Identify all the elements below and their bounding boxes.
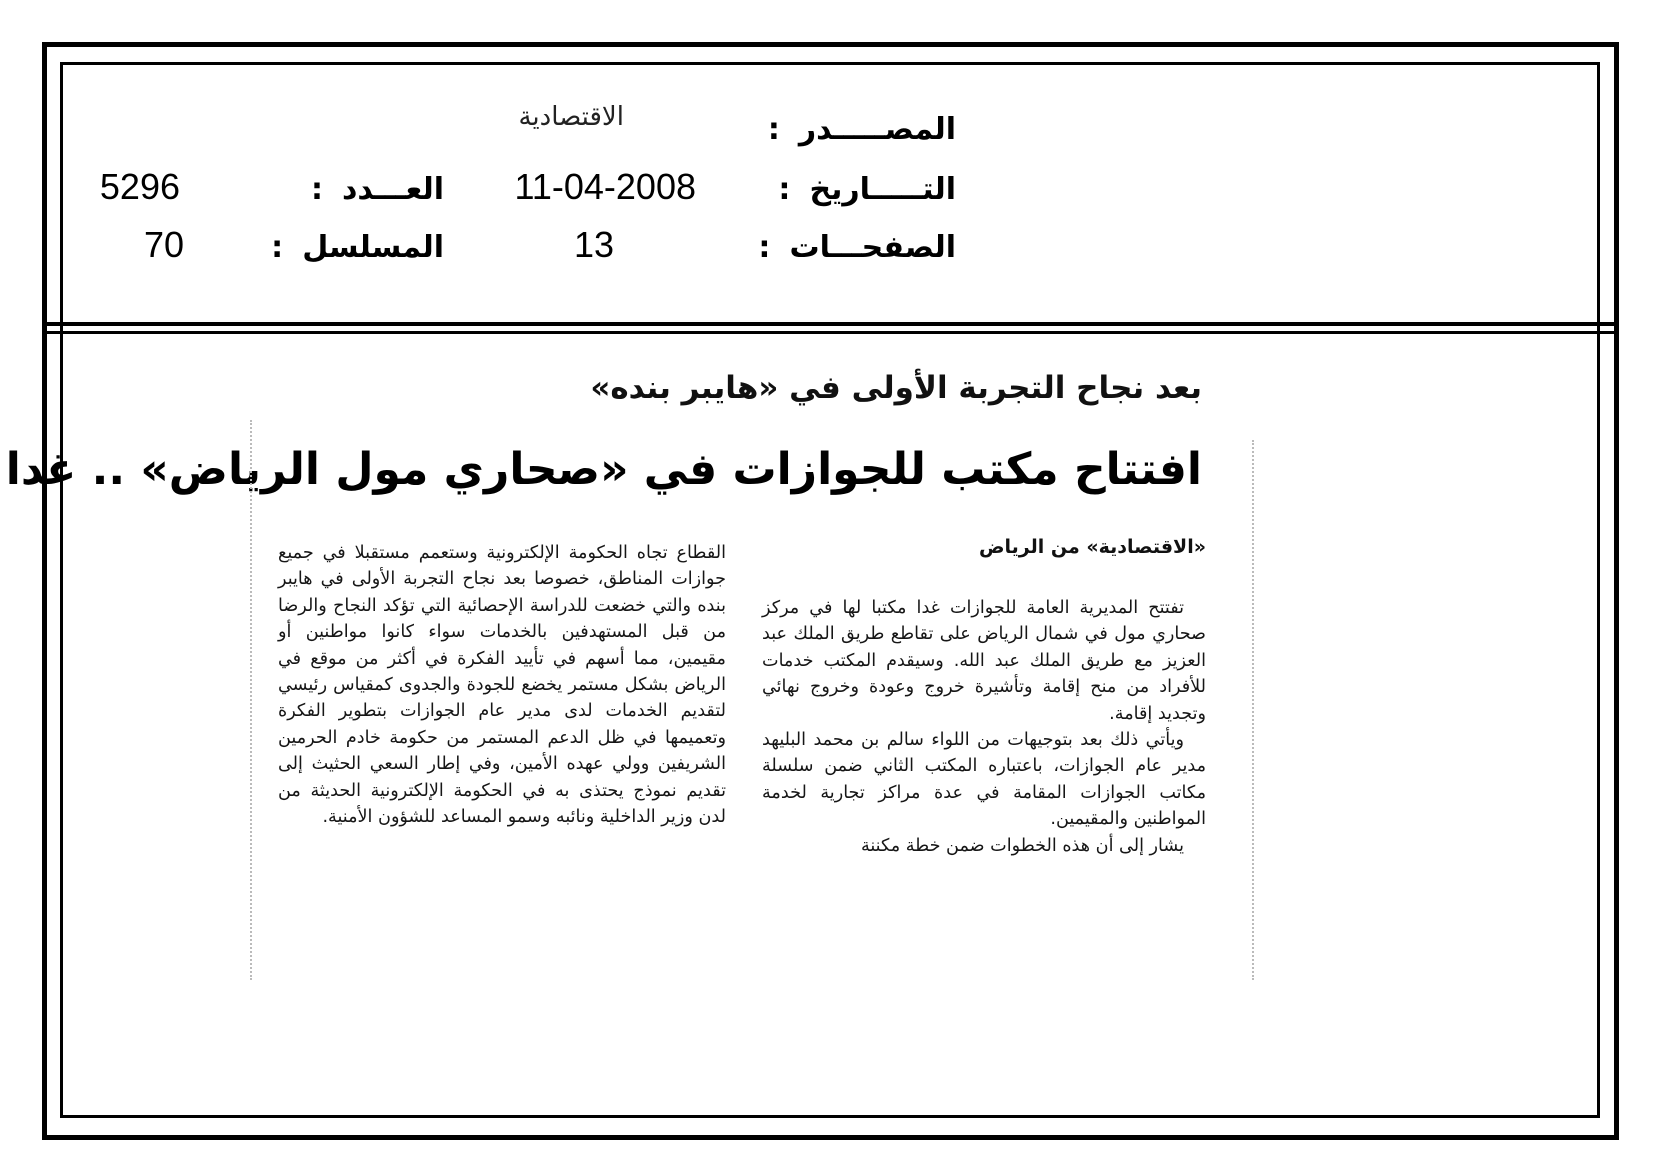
right-paragraph-3: يشار إلى أن هذه الخطوات ضمن خطة مكننة [860,835,1184,856]
serial-value: 70 [143,224,184,265]
date-label-group [778,172,956,207]
date-colon: : [778,172,791,207]
scan-dots-left [250,420,254,980]
issue-label: العـــدد [342,172,444,207]
issue-value: 5296 [99,166,180,207]
header-separator [42,322,1619,334]
serial-label-group [271,230,444,265]
issue-label-group [311,172,444,207]
scan-dots-right [1252,440,1256,980]
source-value: الاقتصادية [518,102,624,132]
date-label: التـــــاريخ [809,172,956,207]
source-colon: : [767,112,780,147]
article-kicker: بعد نجاح التجربة الأولى في «هايبر بنده» [590,370,1202,406]
serial-colon: : [271,230,284,265]
source-label: المصـــــدر [798,112,956,147]
serial-label: المسلسل [302,230,444,265]
pages-colon: : [758,230,771,265]
right-paragraph-2: ويأتي ذلك بعد بتوجيهات من اللواء سالم بن محمد البليهد مدير عام الجوازات، باعتباره المكتب الثاني ضمن سلسلة مكاتب الجوازات المقامة في عدة مراكز تجارية لخدمة المواطنين والمقيمين. [762,730,1206,830]
article-column-left [278,540,726,830]
source-label-group [768,112,956,147]
issue-colon: : [310,172,323,207]
pages-label-group [758,230,956,265]
pages-label: الصفحـــات [789,230,956,265]
date-value: 11-04-2008 [514,166,696,207]
pages-value: 13 [573,224,614,265]
article-byline: «الاقتصادية» من الرياض [978,536,1206,558]
right-paragraph-1: تفتتح المديرية العامة للجوازات غدا مكتبا لها في مركز صحاري مول في شمال الرياض على تقاطع طريق الملك عبد العزيز مع طريق الملك عبد الله. وسيقدم المكتب خدمات للأفراد من منح إقامة وتأشيرة خروج وعودة وخروج نهائي وتجديد إقامة. [762,598,1206,724]
left-paragraph-1: القطاع تجاه الحكومة الإلكترونية وستعمم مستقبلا في جميع جوازات المناطق، خصوصا بعد نجاح التجربة الأولى في هايبر بنده والتي خضعت للدراسة الإحصائية التي تؤكد النجاح والرضا من قبل المستهدفين بالخدمات سواء كانوا مواطنين أو مقيمين، مما أسهم في تأييد الفكرة في أكثر من موقع في الرياض بشكل مستمر يخضع للجودة والجدوى كمقياس رئيسي لتقديم الخدمات لدى مدير عام الجوازات بتطوير الفكرة وتعميمها في ظل الدعم المستمر من حكومة خادم الحرمين الشريفين وولي عهده الأمين، وفي إطار السعي الحثيث إلى تقديم نموذج يحتذى به في الحكومة الإلكترونية الحديثة من لدن وزير الداخلية ونائبه وسمو المساعد للشؤون الأمنية. [278,543,726,828]
article-column-right [762,595,1206,859]
article-headline: افتتاح مكتب للجوازات في «صحاري مول الرياض» .. غدا [5,444,1202,495]
